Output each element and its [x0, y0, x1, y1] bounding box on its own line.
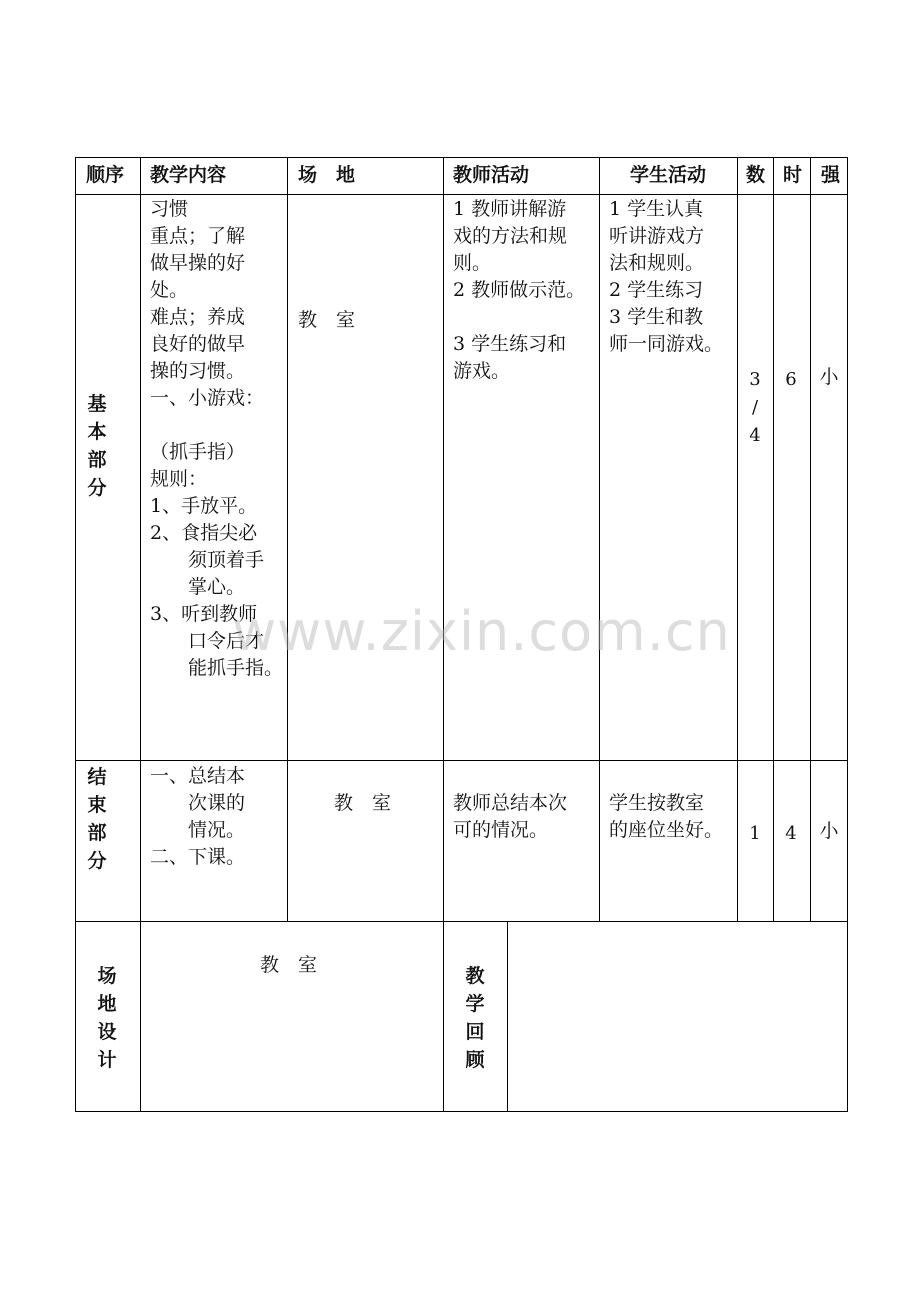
teaching-review-label: 教 学 回 顾: [465, 965, 485, 1071]
watermark: www.zixin.com.cn: [232, 600, 731, 663]
basic-section-label: 基 本 部 分: [87, 393, 107, 499]
header-intensity: 强: [821, 164, 841, 186]
ending-student-activity: 学生按教室 的座位坐好。: [609, 792, 724, 841]
ending-count: 1: [749, 823, 761, 844]
basic-intensity: 小: [819, 366, 839, 388]
basic-time: 6: [785, 369, 797, 390]
header-count: 数: [746, 164, 766, 186]
ending-intensity: 小: [819, 820, 839, 842]
ending-time: 4: [785, 823, 797, 844]
header-order: 顺序: [86, 164, 125, 186]
basic-venue: 教 室: [298, 309, 356, 331]
basic-teacher-activity: 1 教师讲解游 戏的方法和规 则。 2 教师做示范。 3 学生练习和 游戏。: [453, 198, 586, 382]
ending-content: 一、总结本 次课的 情况。 二、下课。: [150, 765, 246, 868]
basic-content: 习惯 重点；了解 做早操的好 处。 难点；养成 良好的做早 操的习惯。 一、小游戏： （抓手指） 规则： 1、手放平。 2、食指尖必 须顶着手 掌心。 3、听到教师 口令后才 能抓手指。: [150, 198, 284, 679]
venue-design-content: 教 室: [260, 954, 318, 976]
basic-count: 3 / 4: [749, 369, 761, 446]
header-venue: 场 地: [298, 164, 356, 186]
ending-teacher-activity: 教师总结本次 可的情况。: [453, 792, 568, 841]
venue-design-label: 场 地 设 计: [97, 965, 117, 1071]
basic-student-activity: 1 学生认真 听讲游戏方 法和规则。 2 学生练习 3 学生和教 师一同游戏。: [609, 198, 724, 355]
ending-section-label: 结 束 部 分: [87, 766, 107, 872]
header-time: 时: [783, 164, 803, 186]
header-content: 教学内容: [150, 164, 227, 186]
ending-venue: 教 室: [334, 792, 392, 814]
header-student-activity: 学生活动: [630, 164, 707, 186]
header-teacher-activity: 教师活动: [453, 164, 530, 186]
